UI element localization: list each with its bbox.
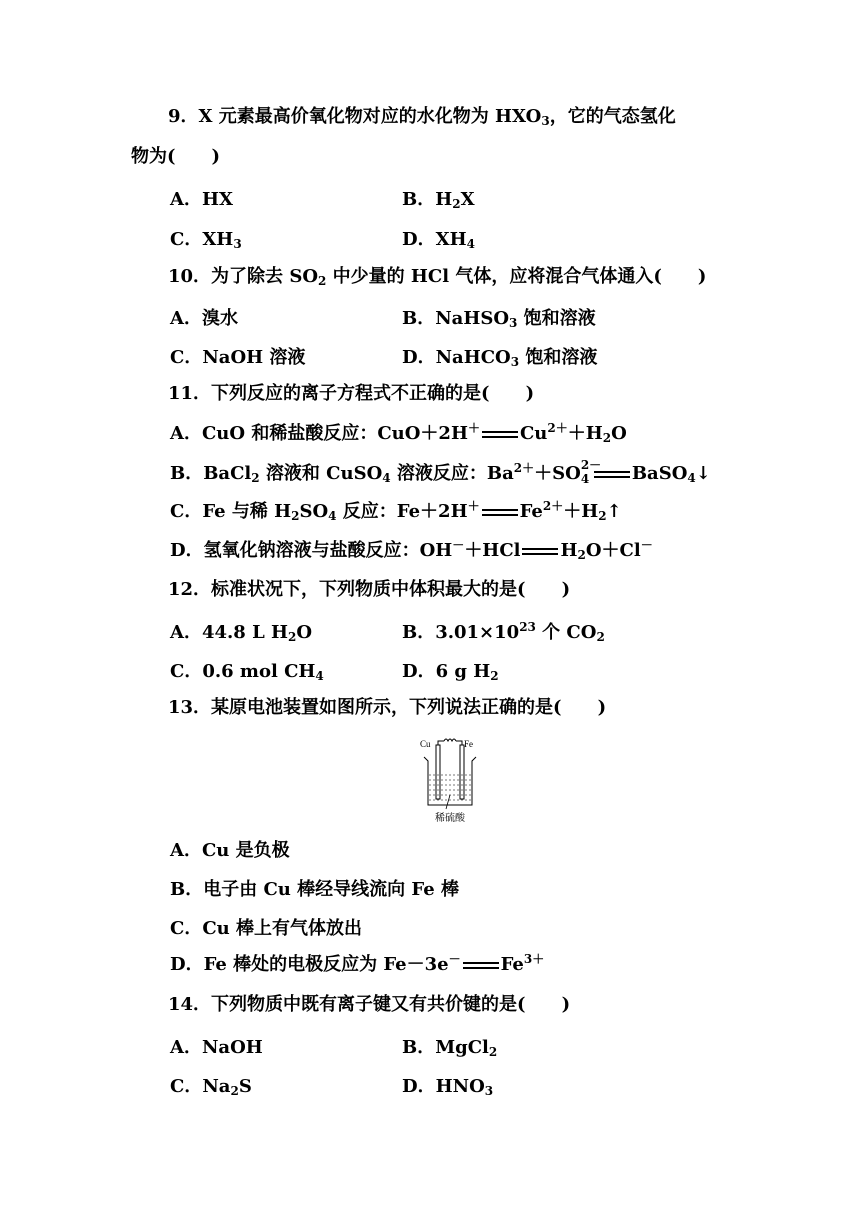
galvanic-cell-diagram <box>418 733 482 825</box>
q10-stem: 10．为了除去 $SO_2$ 中少量的 HCl 气体，应将混合气体通入( ) <box>168 266 707 288</box>
q14-option-c: C．$Na_2S$ <box>170 1076 252 1098</box>
electrolyte-caption: 稀硫酸 <box>435 813 465 824</box>
wire-coil-icon <box>438 739 462 745</box>
q10-option-d: D．NaHCO$_3$ 饱和溶液 <box>402 347 598 369</box>
q13-option-d: D．Fe 棒处的电极反应为 Fe－3e－ $Fe^{3+}$ <box>170 952 545 975</box>
q14-option-b: B．MgCl$_2$ <box>402 1037 498 1059</box>
q10-option-c: C．NaOH 溶液 <box>170 347 306 368</box>
equals-sign <box>520 542 560 560</box>
beaker <box>424 757 476 805</box>
q10-option-a: A．溴水 <box>170 308 238 329</box>
q13-option-c: C．Cu 棒上有气体放出 <box>170 918 363 939</box>
q11-option-d: D．氢氧化钠溶液与盐酸反应：OH－＋HCl $H_2O+Cl^-$ <box>170 538 653 562</box>
sulfate-charge-index: 2－ 4 <box>580 458 602 486</box>
q13-stem: 13．某原电池装置如图所示，下列说法正确的是( ) <box>168 697 607 718</box>
equals-sign <box>461 956 501 974</box>
q9-option-c: C．$XH_3$ <box>170 229 242 251</box>
q11-option-a: A．CuO 和稀盐酸反应：CuO＋2H＋ $Cu^{2+}+H_2O$ <box>170 421 627 445</box>
caption-leader <box>446 795 450 809</box>
q9-option-d: D．$XH_4$ <box>402 229 475 251</box>
q13-option-b: B．电子由 Cu 棒经导线流向 Fe 棒 <box>170 879 459 900</box>
q13-option-a: A．Cu 是负极 <box>170 840 290 861</box>
q9-option-a: A．HX <box>170 189 233 210</box>
q10-option-b: B．NaHSO$_3$ 饱和溶液 <box>402 308 596 330</box>
cu-electrode <box>436 745 440 799</box>
q9-option-b: B．$H_2X$ <box>402 189 475 211</box>
equals-sign <box>480 503 520 521</box>
cu-label: Cu <box>420 739 431 749</box>
galvanic-cell-figure <box>418 733 482 825</box>
q11-stem: 11．下列反应的离子方程式不正确的是( ) <box>168 383 535 404</box>
q12-option-c: C．0.6 mol $CH_4$ <box>170 661 324 683</box>
equals-sign <box>480 425 520 443</box>
q12-option-d: D．6 g $H_2$ <box>402 661 499 683</box>
q9-stem-line1: 9．X 元素最高价氧化物对应的水化物为 $HXO_3$，它的气态氢化 <box>168 106 676 128</box>
q9-stem-line2: 物为( ) <box>131 146 221 167</box>
equals-sign <box>592 465 632 483</box>
q12-option-b: B．$3.01\times 10^{23}$ 个 $CO_2$ <box>402 620 605 644</box>
q12-option-a: A．44.8 L $H_2O$ <box>170 622 313 644</box>
q14-option-a: A．NaOH <box>170 1037 263 1058</box>
q12-stem: 12．标准状况下，下列物质中体积最大的是( ) <box>168 579 571 600</box>
q11-option-b: B．BaCl$_2$ 溶液和 CuSO$_4$ 溶液反应：$Ba^{2+}+SO$ 2－ 4 BaSO$_4$↓ <box>170 458 711 486</box>
fe-electrode <box>460 745 464 799</box>
fe-label: Fe <box>464 739 473 749</box>
q14-option-d: D．$HNO_3$ <box>402 1076 494 1098</box>
q14-stem: 14．下列物质中既有离子键又有共价键的是( ) <box>168 994 571 1015</box>
q11-option-c: C．Fe 与稀 $H_2SO_4$ 反应：Fe＋2H＋ $Fe^{2+}+H_2↑$ <box>170 499 622 523</box>
